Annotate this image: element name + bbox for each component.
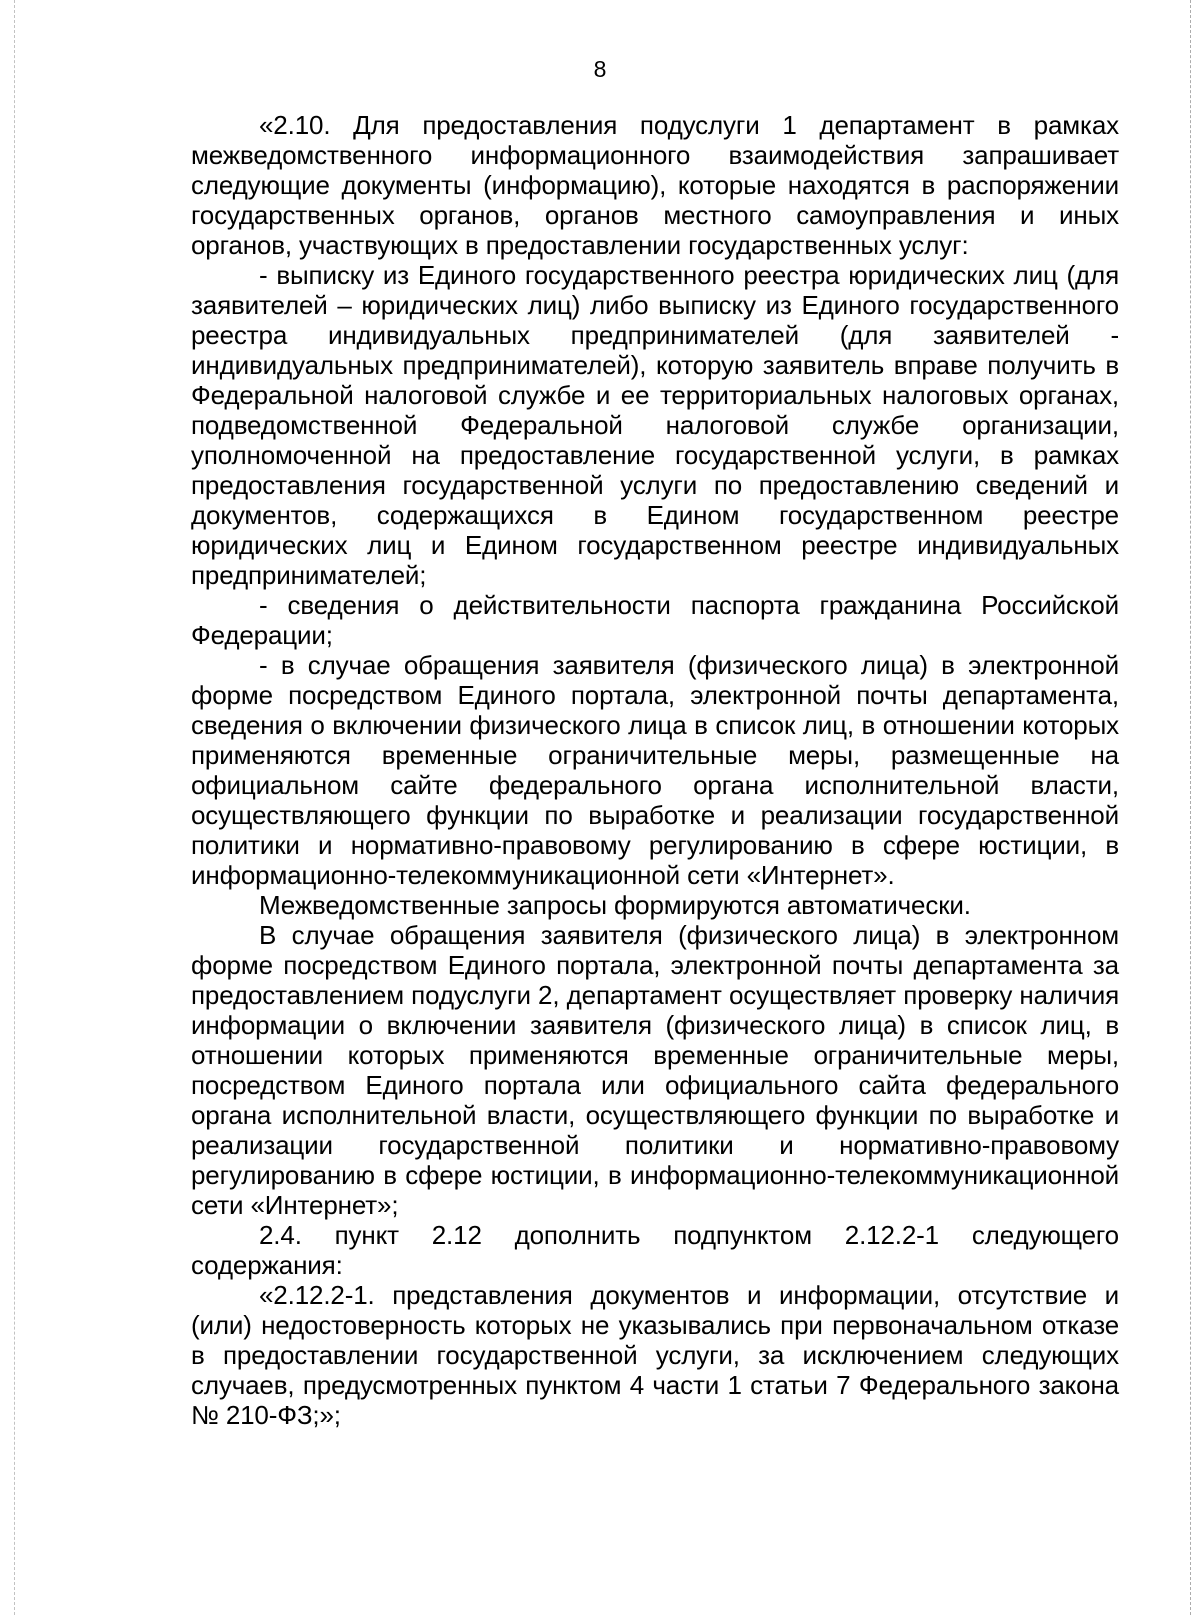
paragraph-2-12-2-1: «2.12.2-1. представления документов и информации, отсутствие и (или) недостоверность которых не указывались при первоначальном отказе в предоставлении государственной услуги, за исключением следующих случаев, предусмотренных пунктом 4 части 1 статьи 7 Федерального закона № 210-ФЗ;»; bbox=[191, 1280, 1119, 1430]
paragraph-electronic-request: - в случае обращения заявителя (физического лица) в электронной форме посредством Единого портала, электронной почты департамента, сведения о включении физического лица в список лиц, в отношении которых применяются временные ограничительные меры, размещенные на официальном сайте федерального органа исполнительной власти, осуществляющего функции по выработке и реализации государственной политики и нормативно-правовому регулированию в сфере юстиции, в информационно-телекоммуникационной сети «Интернет». bbox=[191, 650, 1119, 890]
paragraph-subservice-2-check: В случае обращения заявителя (физического лица) в электронном форме посредством Единого портала, электронной почты департамента за предоставлением подуслуги 2, департамент осуществляет проверку наличия информации о включении заявителя (физического лица) в список лиц, в отношении которых применяются временные ограничительные меры, посредством Единого портала или официального сайта федерального органа исполнительной власти, осуществляющего функции по выработке и реализации государственной политики и нормативно-правовому регулированию в сфере юстиции, в информационно-телекоммуникационной сети «Интернет»; bbox=[191, 920, 1119, 1220]
paragraph-2-4-amendment: 2.4. пункт 2.12 дополнить подпунктом 2.12.2-1 следующего содержания: bbox=[191, 1220, 1119, 1280]
paragraph-2-10-intro: «2.10. Для предоставления подуслуги 1 департамент в рамках межведомственного информационного взаимодействия запрашивает следующие документы (информацию), которые находятся в распоряжении государственных органов, органов местного самоуправления и иных органов, участвующих в предоставлении государственных услуг: bbox=[191, 110, 1119, 260]
paragraph-passport-validity: - сведения о действительности паспорта гражданина Российской Федерации; bbox=[191, 590, 1119, 650]
paragraph-egrul-extract: - выписку из Единого государственного реестра юридических лиц (для заявителей – юридических лиц) либо выписку из Единого государственного реестра индивидуальных предпринимателей (для заявителей - индивидуальных предпринимателей), которую заявитель вправе получить в Федеральной налоговой службе и ее территориальных налоговых органах, подведомственной Федеральной налоговой службе организации, уполномоченной на предоставление государственной услуги, в рамках предоставления государственной услуги по предоставлению сведений и документов, содержащихся в Едином государственном реестре юридических лиц и Едином государственном реестре индивидуальных предпринимателей; bbox=[191, 260, 1119, 590]
scan-left-edge bbox=[14, 0, 16, 1615]
document-body bbox=[191, 110, 1119, 1430]
paragraph-automatic-requests: Межведомственные запросы формируются автоматически. bbox=[259, 890, 971, 920]
scan-right-edge bbox=[1190, 0, 1192, 1615]
page-number: 8 bbox=[593, 56, 607, 82]
